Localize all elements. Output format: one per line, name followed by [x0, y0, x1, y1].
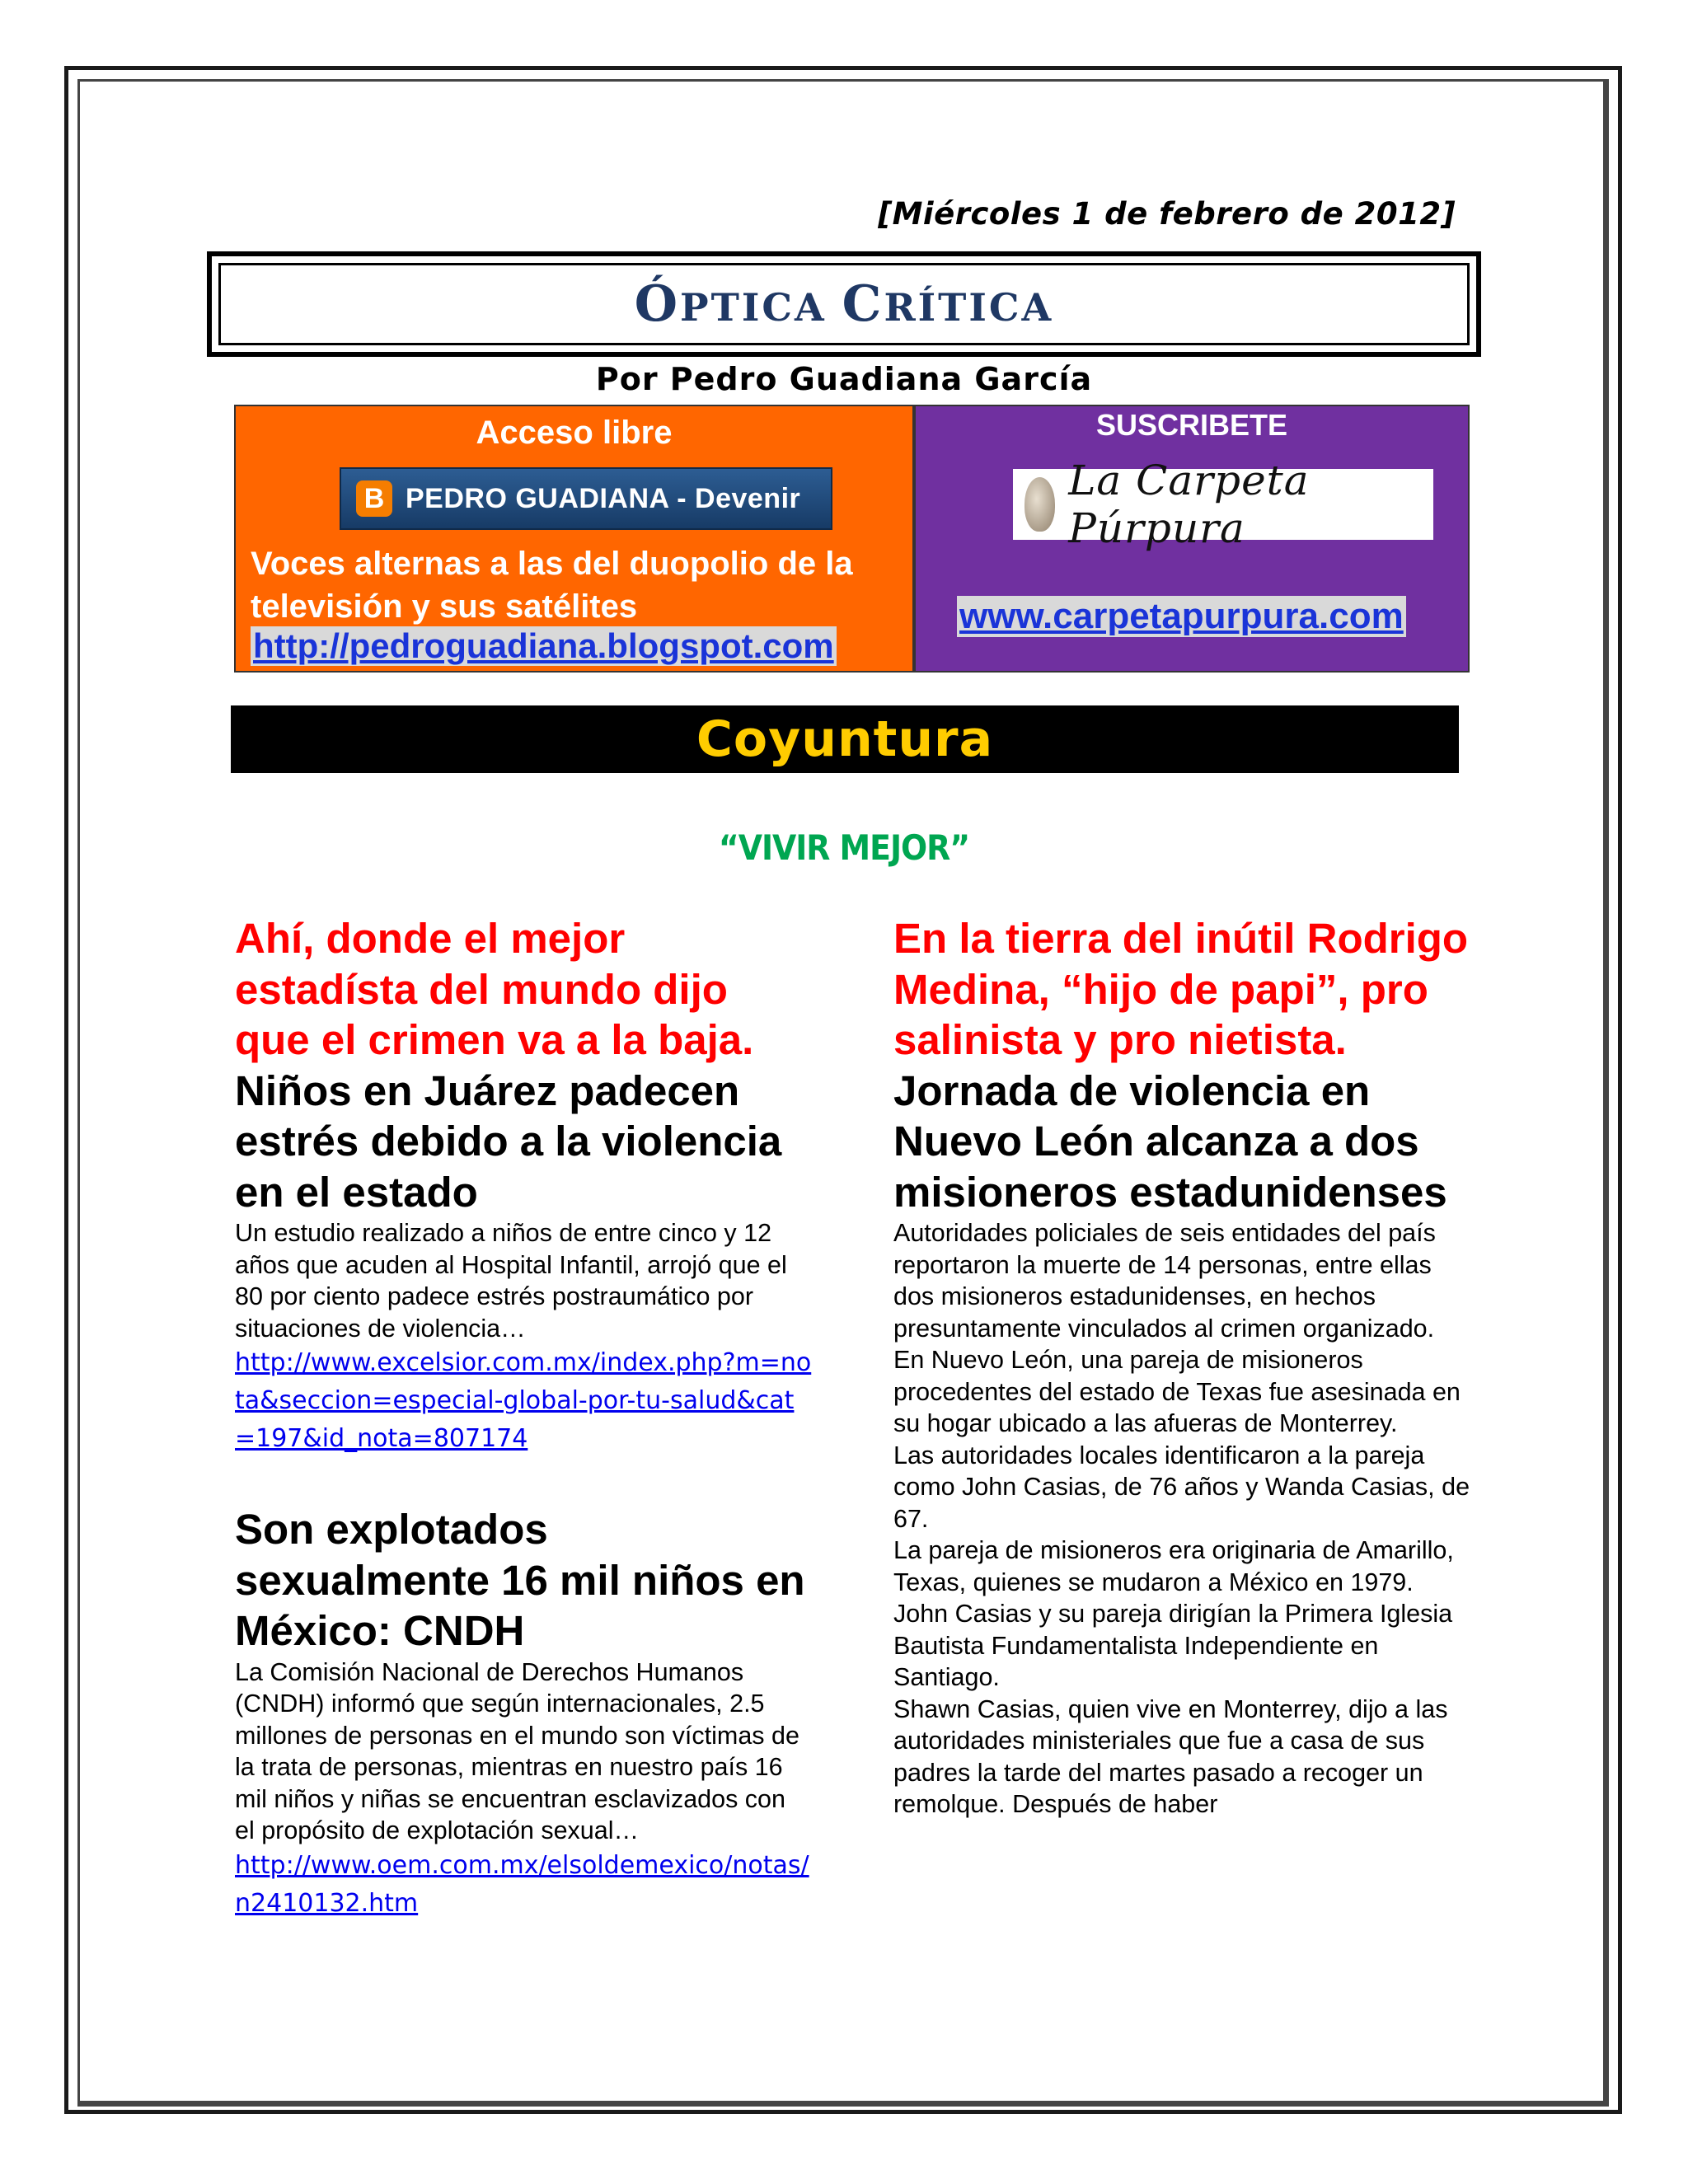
story2-headline: Son explotados sexualmente 16 mil niños en México: CNDH [235, 1506, 805, 1654]
carpeta-link[interactable]: www.carpetapurpura.com [957, 596, 1406, 637]
blog-link[interactable]: http://pedroguadiana.blogspot.com [251, 626, 837, 666]
story3-headline [893, 913, 1470, 1217]
blog-banner[interactable] [340, 467, 832, 530]
story3-paragraph: Las autoridades locales identificaron a la pareja como John Casias, de 76 años y Wanda Casias, de 67. [893, 1441, 1470, 1533]
subscribe-heading: SUSCRIBETE [1095, 408, 1288, 442]
story1-link[interactable]: http://www.excelsior.com.mx/index.php?m=nota&seccion=especial-global-por-tu-salud&cat=197&id_nota=807174 [235, 1348, 812, 1453]
story3-paragraph: En Nuevo León, una pareja de misioneros procedentes del estado de Texas fue asesinada en su hogar ubicado a las afueras de Monterrey. [893, 1346, 1461, 1437]
shell-icon [1025, 477, 1055, 532]
story2-body: La Comisión Nacional de Derechos Humanos (CNDH) informó que según internacionales, 2.5 millones de personas en el mundo son víctimas de la trata de personas, mientras en nuestro país 16 mil niños y niñas se encuentran esclavizados con el propósito de explotación sexual… [235, 1657, 799, 1844]
left-column [235, 913, 812, 1923]
story2-link[interactable]: http://www.oem.com.mx/elsoldemexico/notas/n2410132.htm [235, 1850, 809, 1918]
blog-banner-label: PEDRO GUADIANA - Devenir [406, 482, 801, 514]
story1-red-headline: Ahí, donde el mejor estadísta del mundo dijo que el crimen va a la baja. [235, 915, 754, 1063]
story1-headline: Niños en Juárez padecen estrés debido a la violencia en el estado [235, 1066, 782, 1216]
story1-body: Un estudio realizado a niños de entre cinco y 12 años que acuden al Hospital Infantil, arrojó que el 80 por ciento padece estrés postraumático por situaciones de violencia… [235, 1219, 787, 1343]
story3-red-headline: En la tierra del inútil Rodrigo Medina, “hijo de papi”, pro salinista y pro nietista. [893, 915, 1469, 1063]
promo-tagline: Voces alternas a las del duopolio de la televisión y sus satélites [251, 546, 853, 625]
logo-label: La Carpeta Púrpura [1068, 457, 1310, 552]
blogger-icon: B [356, 480, 392, 517]
story3-paragraph: La pareja de misioneros era originaria de Amarillo, Texas, quienes se mudaron a México en 1979. [893, 1536, 1454, 1596]
masthead-box [207, 251, 1481, 357]
story3-paragraph: John Casias y su pareja dirigían la Primera Iglesia Bautista Fundamentalista Independiente en Santiago. [893, 1600, 1453, 1691]
right-column [893, 913, 1470, 1821]
masthead-title: ÓPTICA CRÍTICA [634, 275, 1054, 333]
story3-paragraph: Shawn Casias, quien vive en Monterrey, dijo a las autoridades ministeriales que fue a casa de sus padres la tarde del martes pasado a recoger un remolque. Después de haber [893, 1694, 1448, 1818]
kicker: “VIVIR MEJOR” [718, 827, 970, 868]
story3-paragraph: Autoridades policiales de seis entidades del país reportaron la muerte de 14 personas, entre ellas dos misioneros estadunidenses, en hechos presuntamente vinculados al crimen organizado. [893, 1219, 1436, 1343]
story3-black-headline: Jornada de violencia en Nuevo León alcanza a dos misioneros estadunidenses [893, 1066, 1447, 1216]
promo-blog-panel [234, 405, 914, 673]
section-bar [231, 705, 1459, 773]
author-byline: Por Pedro Guadiana García [595, 361, 1093, 397]
promo-heading: Acceso libre [476, 415, 673, 451]
promo-subscribe-panel [914, 405, 1470, 673]
carpeta-purpura-logo[interactable] [1013, 457, 1433, 552]
section-title: Coyuntura [696, 710, 994, 768]
publication-date: [Miércoles 1 de febrero de 2012] [878, 196, 1456, 232]
